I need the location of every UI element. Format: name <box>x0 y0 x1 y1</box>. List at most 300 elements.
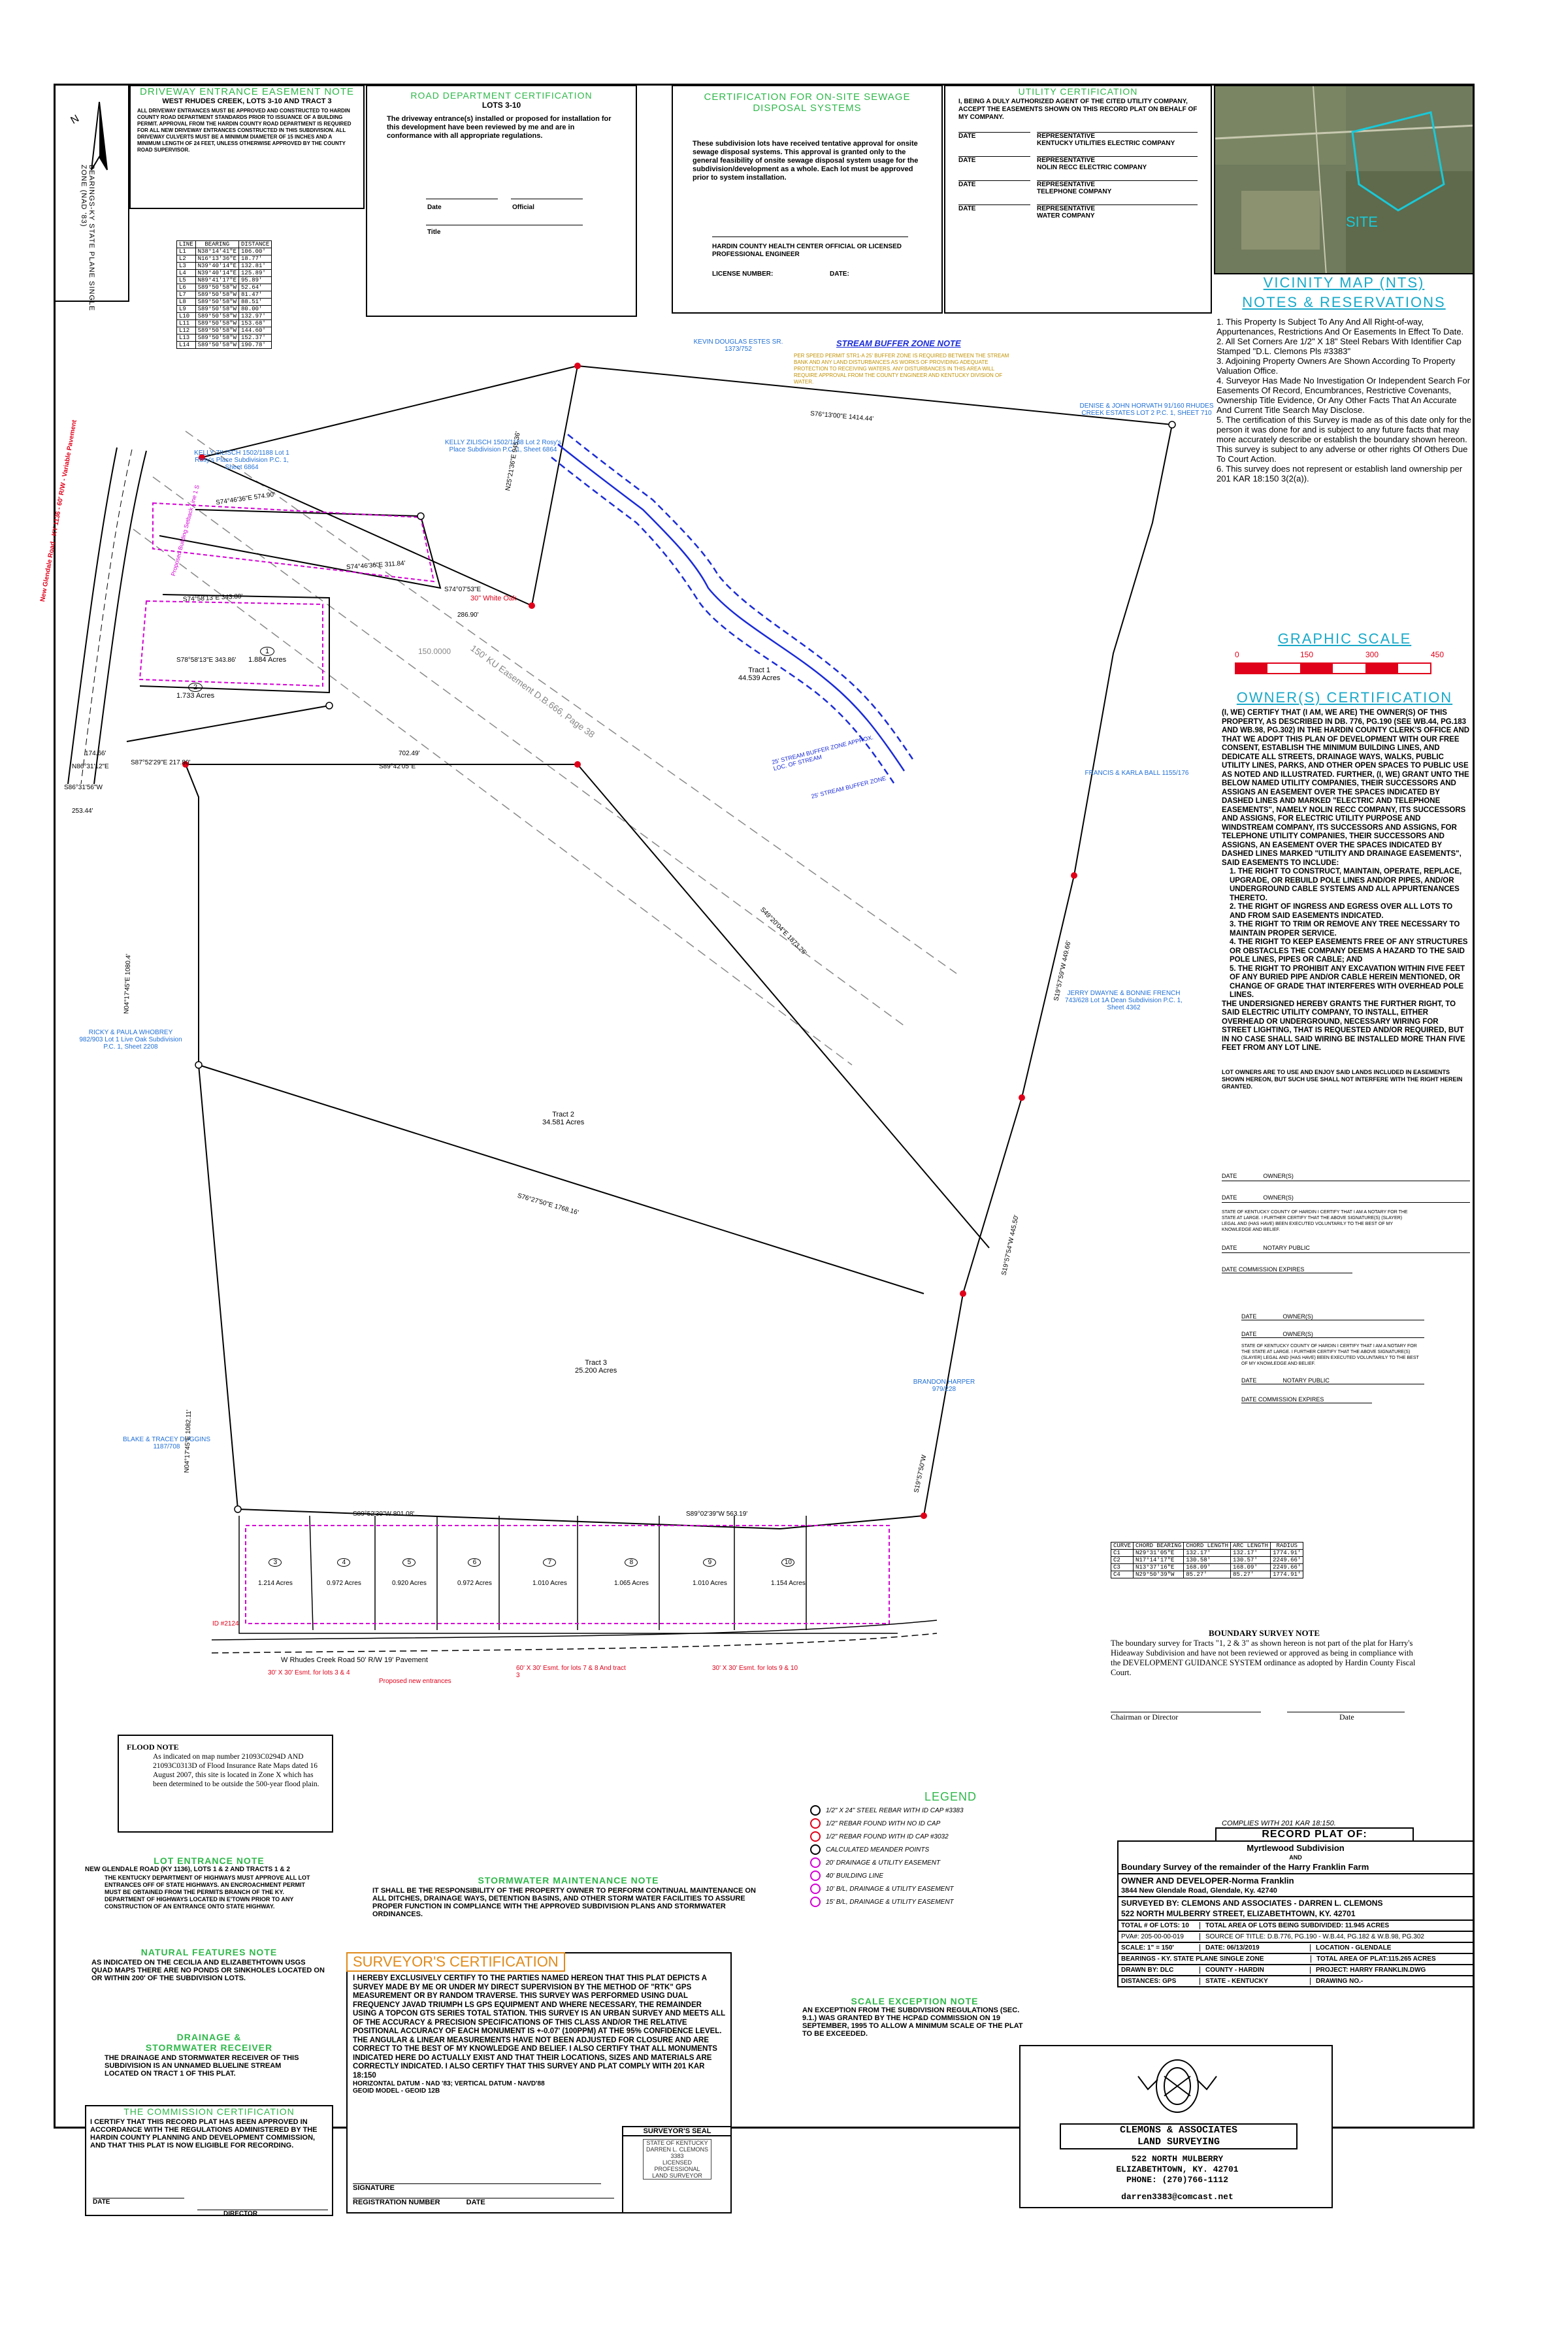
bottom-lot-label <box>258 1558 293 1587</box>
table-cell: L3 <box>177 263 196 270</box>
lot1-label <box>248 647 286 664</box>
notes-list <box>1217 317 1473 483</box>
table-cell: C3 <box>1111 1564 1134 1571</box>
legend-symbol-icon <box>810 1831 821 1842</box>
natural-title: NATURAL FEATURES NOTE <box>140 1947 278 1957</box>
complies-note: COMPLIES WITH 201 KAR 18:150. <box>1222 1820 1336 1827</box>
table-cell: N17°14'17"E <box>1134 1557 1184 1564</box>
owner-notary-label[interactable]: NOTARY PUBLIC <box>1263 1245 1310 1251</box>
boundary-lines <box>127 366 1172 1529</box>
tract3-label <box>575 1359 617 1375</box>
firm-name-1: CLEMONS & ASSOCIATES <box>1119 2125 1238 2136</box>
new-glendale-label: New Glendale Road - KY 1136 - 60' R/W - Variable Pavement <box>39 419 78 602</box>
found-corner-markers <box>182 363 1077 1519</box>
bearing-w2: S86°31'56"W <box>64 784 103 791</box>
owner-right-item: 3. THE RIGHT TO TRIM OR REMOVE ANY TREE NECESSARY TO MAINTAIN PROPER SERVICE. <box>1230 921 1460 938</box>
bearing-left-2: N04°17'45"E 1082.11' <box>183 1409 193 1473</box>
legend-label: 10' B/L, DRAINAGE & UTILITY EASEMENT <box>826 1885 954 1893</box>
bearing-tract2: S76°27'50"E 1768.16' <box>516 1192 580 1217</box>
table-cell: S89°50'58"W <box>195 284 238 291</box>
legend-item <box>810 1817 1091 1830</box>
surveyor-datum-2: GEOID MODEL - GEOID 12B <box>353 2087 440 2095</box>
dist-mid: 702.49' <box>399 750 420 757</box>
bottom-lot-label <box>327 1558 361 1587</box>
lot-number: 4 <box>337 1558 350 1567</box>
seal-line: PROFESSIONAL <box>654 2166 700 2172</box>
lot-entrance-body: THE KENTUCKY DEPARTMENT OF HIGHWAYS MUST APPROVE ALL LOT ENTRANCES OFF OF STATE HIGHWAYS. AN ENCROACHMENT PERMIT MUST BE OBTAINED FROM THE PERMITS BRANCH OF THE KY. DEPARTMENT OF HIGHWAYS LOCATED IN E'TOWN PRIOR TO ANY CONSTRUCTION OF AN ENTRANCE ONTO STATE HIGHWAY. <box>105 1874 310 1910</box>
road-official-line[interactable] <box>511 191 583 199</box>
owner-cert-further: THE UNDERSIGNED HEREBY GRANTS THE FURTHER RIGHT, TO SAID ELECTRIC UTILITY COMPANY, TO INSTALL, EITHER OVERHEAD OR UNDERGROUND, NECESSARY WIRING FOR STREET LIGHTING, THAT IS REQUESTED AND/OR REQUIRED, BUT IN NO CASE SHALL SAID WIRING BE INSTALLED MORE THAN FIVE FEET FROM ANY LOT LINE. <box>1222 1000 1465 1052</box>
table-cell: N29°50'39"W <box>1134 1571 1184 1578</box>
utility-company: WATER COMPANY <box>1037 212 1095 220</box>
road-dept-subtitle: LOTS 3-10 <box>482 101 521 110</box>
legend-label: 1/2" REBAR FOUND WITH NO ID CAP <box>826 1820 941 1827</box>
stormwater-note <box>366 1875 771 1919</box>
legend <box>810 1790 1091 1908</box>
table-cell: N16°13'36"E <box>195 255 238 263</box>
driveway-note-subtitle: WEST RHUDES CREEK, LOTS 3-10 AND TRACT 3 <box>162 97 332 105</box>
legend-symbol-icon <box>810 1844 821 1855</box>
table-cell: 85.27' <box>1184 1571 1231 1578</box>
surveyed-by: SURVEYED BY: CLEMONS AND ASSOCIATES - DARREN L. CLEMONS <box>1121 1899 1383 1908</box>
note-item: 6. This survey does not represent or establish land ownership per 201 KAR 18:150 3(2(a)). <box>1217 464 1463 483</box>
seal-line: STATE OF KENTUCKY <box>646 2140 708 2146</box>
legend-item <box>810 1895 1091 1908</box>
commission-title: THE COMMISSION CERTIFICATION <box>123 2106 295 2117</box>
legend-label: 20' DRAINAGE & UTILITY EASEMENT <box>826 1859 941 1867</box>
utility-date[interactable]: DATE <box>958 156 1030 171</box>
drainage-title: DRAINAGE & STORMWATER RECEIVER <box>145 2032 273 2053</box>
table-cell: L14 <box>177 342 196 349</box>
table-cell: L12 <box>177 327 196 335</box>
dist-l3: 286.90' <box>457 612 479 619</box>
driveway-note-body: ALL DRIVEWAY ENTRANCES MUST BE APPROVED AND CONSTRUCTED TO HARDIN COUNTY ROAD DEPARTMENT STANDARDS PRIOR TO ISSUANCE OF A BUILDING PERMIT. APPROVAL FROM THE HARDIN COUNTY ROAD DEPARTMENT IS REQUIRED FOR ALL NEW DRIVEWAY ENTRANCES CONSTRUCTED IN THIS SUBDIVISION. ALL DRIVEWAY CULVERTS MUST BE A MINIMUM DIAMETER OF 15 INCHES AND A MINIMUM LENGTH OF 24 FEET, UNLESS OTHERWISE APPROVED BY THE COUNTY ROAD SUPERVISOR. <box>137 108 351 153</box>
table-cell: S89°50'58"W <box>195 313 238 320</box>
tract1-name: Tract 1 <box>748 666 771 674</box>
lot-number: 8 <box>625 1558 638 1567</box>
owner2-date: DATE <box>1241 1313 1257 1320</box>
new-glendale-road <box>68 448 146 784</box>
surveyor-reg-line[interactable] <box>353 2198 614 2206</box>
set-corner-markers <box>195 421 1175 1512</box>
north-arrow-panel <box>55 85 129 312</box>
stream <box>551 434 914 784</box>
total-plat-area: TOTAL AREA OF PLAT:115.265 ACRES <box>1316 1955 1436 1963</box>
table-header: BEARING <box>195 241 238 248</box>
seal-line: LAND SURVEYOR <box>652 2172 702 2179</box>
project-file: PROJECT: HARRY FRANKLIN.DWG <box>1316 1967 1426 1974</box>
scale-tick-label: 150 <box>1300 650 1314 659</box>
table-row <box>177 277 272 284</box>
pva: PVA#: 205-00-00-019 <box>1121 1933 1200 1940</box>
stream-buffer-body: PER SPEED PERMIT STR1-A 25' BUFFER ZONE IS REQUIRED BETWEEN THE STREAM BANK AND ANY LAND DISTURBANCES AS WORKS OF PROVIDING ADEQUATE PROTECTION TO RECEIVING WATERS. ANY DISTURBANCES IN THIS AREA WILL REQUIRE APPROVAL FROM THE COUNTY ENGINEER AND KENTUCKY DIVISION OF WATER. <box>794 353 1009 385</box>
legend-symbol-icon <box>810 1857 821 1868</box>
stream-buffer-title: STREAM BUFFER ZONE NOTE <box>836 338 961 348</box>
utility-box <box>944 85 1212 314</box>
utility-rows <box>945 123 1211 220</box>
table-header: RADIUS <box>1271 1543 1303 1550</box>
legend-label: 15' B/L, DRAINAGE & UTILITY EASEMENT <box>826 1898 954 1906</box>
utility-body: I, BEING A DULY AUTHORIZED AGENT OF THE CITED UTILITY COMPANY, ACCEPT THE EASEMENTS SHOWN ON THIS RECORD PLAT ON BEHALF OF MY COMPANY. <box>958 98 1198 121</box>
utility-rep[interactable] <box>1037 156 1198 171</box>
utility-rep[interactable] <box>1037 204 1198 220</box>
surveyor-title: SURVEYOR'S CERTIFICATION <box>346 1952 565 1972</box>
table-cell: L6 <box>177 284 196 291</box>
table-header: DISTANCE <box>239 241 272 248</box>
bearing-bottom-1: S89°52'39"W 801.08' <box>353 1511 415 1518</box>
lot-number: 3 <box>269 1558 282 1567</box>
legend-item <box>810 1869 1091 1882</box>
table-cell: 88.51' <box>239 299 272 306</box>
legend-item <box>810 1856 1091 1869</box>
table-header: CURVE <box>1111 1543 1134 1550</box>
firm-name-plate <box>1060 2123 1298 2149</box>
flood-body: As indicated on map number 21093C0294D AND 21093C0313D of Flood Insurance Rate Maps dated 16 August 2007, this site is located in Zone X which has been determined to be outside the 500-year flood plain. <box>153 1753 319 1788</box>
surveyor-body: I HEREBY EXCLUSIVELY CERTIFY TO THE PARTIES NAMED HEREON THAT THIS PLAT DEPICTS A SURVEY MADE BY ME OR UNDER MY DIRECT SUPERVISION BY THE METHOD OF "RTK" GPS MEASUREMENT OR BY RANDOM TRAVERSE. THIS SURVEY WAS PERFORMED USING DUAL FREQUENCY JAVAD TRIUMPH LS GPS EQUIPMENT AND WHERE NECESSARY, THE REMAINDER USING A TOPCON GTS SERIES TOTAL STATION. THIS SURVEY IS AN URBAN SURVEY AND MEETS ALL OF THE ACCURACY & PRECISION SPECIFICATIONS OF THIS CLASS AND/OR THE RELATIVE POSITIONAL ACCURACY OF EACH MONUMENT IS +-0.07' (100PPM) AT THE 95% CONFIDENCE LEVEL. THE ANGULAR & LINEAR MEASUREMENTS HAVE NOT BEEN ADJUSTED FOR CLOSURE AND ARE CORRECT TO THE BEST OF MY KNOWLEDGE AND BELIEF. I ALSO CERTIFY THAT ALL MONUMENTS INDICATED HERE DO ACTUALLY EXIST AND THAT THEIR LOCATIONS, SIZES AND MATERIALS ARE CORRECTLY INDICATED. I ALSO CERTIFY THAT THIS SURVEY AND PLAT COMPLY WITH 201 KAR 18:150 <box>353 1974 725 2080</box>
bottom-lot-label <box>392 1558 427 1587</box>
firm-phone: PHONE: (270)766-1112 <box>1126 2175 1229 2185</box>
adj-kelly-2: KELLY ZILISCH 1502/1188 Lot 2 Rosy's Place Subdivision P.C. 1, Sheet 6864 <box>444 439 562 453</box>
table-row <box>177 248 272 255</box>
owner-sign-block-2 <box>1241 1313 1424 1403</box>
bearing-right-3: S19°57'50"W <box>913 1454 928 1494</box>
legend-label: 1/2" X 24" STEEL REBAR WITH ID CAP #3383 <box>826 1806 964 1814</box>
table-cell: L1 <box>177 248 196 255</box>
aerial-photo <box>1215 86 1474 274</box>
road-official-label: Official <box>512 204 534 211</box>
legend-symbol-icon <box>810 1870 821 1881</box>
table-row <box>177 270 272 277</box>
lot-entrance-subtitle: NEW GLENDALE ROAD (KY 1136), LOTS 1 & 2 AND TRACTS 1 & 2 <box>85 1866 290 1873</box>
utility-company: KENTUCKY UTILITIES ELECTRIC COMPANY <box>1037 140 1175 147</box>
surveyed-address: 522 NORTH MULBERRY STREET, ELIZABETHTOWN, KY. 42701 <box>1119 1908 1473 1921</box>
legend-item <box>810 1830 1091 1843</box>
bearing-bottom-2: S89°02'39"W 563.19' <box>686 1511 748 1518</box>
bearing-w1: N86°31'12"E <box>72 763 109 770</box>
utility-date[interactable]: DATE <box>958 180 1030 195</box>
tract2-label <box>542 1111 584 1126</box>
table-cell: 2249.66' <box>1271 1557 1303 1564</box>
table-cell: 132.17' <box>1231 1550 1271 1557</box>
road-date-line[interactable] <box>426 191 498 199</box>
bearing-l2: S74°46'36"E 311.84' <box>346 559 406 572</box>
table-cell: S89°50'58"W <box>195 335 238 342</box>
boundary-note-body: The boundary survey for Tracts "1, 2 & 3" as shown hereon is not part of the plat for Harry's Hideaway Subdivision and have not been reviewed or approved as being in compliance with the DEVELOPMENT GUIDANCE SYSTEM ordinance as adopted by Hardin County Fiscal Court. <box>1111 1639 1416 1677</box>
ku-easement-label: 150' KU Easement D.B.666, Page 38 <box>468 642 597 740</box>
lot-number: 7 <box>543 1558 556 1567</box>
table-cell: L4 <box>177 270 196 277</box>
table-cell: C1 <box>1111 1550 1134 1557</box>
graphic-scale-title: GRAPHIC SCALE <box>1277 630 1412 647</box>
utility-date[interactable]: DATE <box>958 132 1030 147</box>
table-cell: 153.68' <box>239 320 272 327</box>
lot2-number: 2 <box>188 683 203 692</box>
building-line-label: Proposed Building Setback Line 1 S <box>170 484 201 577</box>
natural-note <box>85 1947 333 1984</box>
easement-34-label: 30' X 30' Esmt. for lots 3 & 4 <box>268 1669 350 1676</box>
owner-lot-owners: LOT OWNERS ARE TO USE AND ENJOY SAID LANDS INCLUDED IN EASEMENTS SHOWN HEREON, BUT SUCH USE SHALL NOT INTERFERE WITH THE RIGHT HEREIN GRANTED. <box>1222 1068 1463 1090</box>
scale-tick-label: 0 <box>1235 650 1239 659</box>
lot-number: 6 <box>468 1558 481 1567</box>
dist-w2: 253.44' <box>72 808 93 815</box>
stream-zone-label-1: 25' STREAM BUFFER ZONE APPROX. LOC. OF STREAM <box>771 734 874 772</box>
boundary-note <box>1111 1628 1418 1722</box>
note-item: 5. The certification of this Survey is made as of this date only for the person it was done for and is subject to any future facts that may more accurately describe or establish the boundary shown hereon. This survey is subject to any adverse or other rights Of Others Due To Court Action. <box>1217 415 1471 464</box>
table-header: CHORD LENGTH <box>1184 1543 1231 1550</box>
lot1-area: 1.884 Acres <box>248 656 287 664</box>
proposed-entrances-label: Proposed new entrances <box>379 1678 451 1685</box>
lot-number: 9 <box>703 1558 716 1567</box>
scale-tick-label: 300 <box>1365 650 1379 659</box>
legend-label: 1/2" REBAR FOUND WITH ID CAP #3032 <box>826 1833 949 1840</box>
firm-addr-2: ELIZABETHTOWN, KY. 42701 <box>1116 2164 1239 2174</box>
owner-title: OWNER AND DEVELOPER-Norma Franklin <box>1121 1876 1294 1886</box>
table-cell: N39°40'14"E <box>195 270 238 277</box>
legend-symbol-icon <box>810 1897 821 1907</box>
scale-value: SCALE: 1" = 150' <box>1121 1944 1200 1952</box>
subdivision-name: Myrtlewood Subdivision <box>1247 1843 1345 1853</box>
utility-rep-label: REPRESENTATIVE <box>1037 133 1096 140</box>
table-cell: L2 <box>177 255 196 263</box>
adj-kevin: KEVIN DOUGLAS ESTES SR. 1373/752 <box>693 338 783 353</box>
lot-area: 0.972 Acres <box>327 1580 361 1587</box>
table-cell: 80.00' <box>239 306 272 313</box>
table-cell: 106.00' <box>239 248 272 255</box>
owner-cert-title: OWNER(S) CERTIFICATION <box>1236 689 1453 706</box>
stormwater-title: STORMWATER MAINTENANCE NOTE <box>478 1875 659 1886</box>
utility-rep-label: REPRESENTATIVE <box>1037 157 1096 164</box>
table-cell: 144.60' <box>239 327 272 335</box>
table-cell: L10 <box>177 313 196 320</box>
tract1-area: 44.539 Acres <box>738 674 781 682</box>
adj-brandon: BRANDON HARPER 979/228 <box>913 1379 975 1393</box>
table-cell: L9 <box>177 306 196 313</box>
id-label: ID #2124 <box>212 1620 239 1627</box>
table-cell: L7 <box>177 291 196 299</box>
owner-sig-label[interactable]: OWNER(S) <box>1263 1173 1294 1179</box>
plat-date: DATE: 06/13/2019 <box>1205 1944 1311 1952</box>
lot-number: 10 <box>781 1558 794 1567</box>
bottom-lot-label <box>614 1558 649 1587</box>
table-cell: 1774.91' <box>1271 1571 1303 1578</box>
onsite-title: CERTIFICATION FOR ON-SITE SEWAGE DISPOSAL SYSTEMS <box>704 91 911 114</box>
owner-sign-block <box>1222 1173 1470 1273</box>
table-cell: S89°50'58"W <box>195 327 238 335</box>
table-cell: S89°50'58"W <box>195 299 238 306</box>
lot-entrance-note <box>85 1855 333 1912</box>
lot2-label <box>176 683 214 700</box>
bearing-lot-2: S78°58'13"E 343.86' <box>176 657 237 664</box>
owner2-notary-head: STATE OF KENTUCKY COUNTY OF HARDIN I CERTIFY THAT I AM A NOTARY FOR THE STATE AT LARGE. I FURTHER CERTIFY THAT THE ABOVE SIGNATURE(S) (SLAYER) LEGAL AND (HAS HAVE) BEEN EXECUTED VOLUNTARILY TO THE BEST OF MY KNOWLEDGE AND BELIEF. <box>1241 1344 1419 1366</box>
utility-row <box>945 123 1211 147</box>
utility-rep-label: REPRESENTATIVE <box>1037 181 1096 188</box>
commission-director-label: DIRECTOR <box>223 2210 258 2217</box>
commission-box <box>85 2105 333 2216</box>
table-cell: S89°50'58"W <box>195 342 238 349</box>
bearing-l1: S74°46'36"E 574.90' <box>215 491 276 507</box>
table-row <box>177 255 272 263</box>
tract1-label <box>738 666 780 682</box>
owner2-notary[interactable]: NOTARY PUBLIC <box>1282 1377 1330 1384</box>
lot-area: 1.010 Acres <box>532 1580 567 1587</box>
stormwater-body: IT SHALL BE THE RESPONSIBILITY OF THE PROPERTY OWNER TO PERFORM CONTINUAL MAINTENANCE ON ALL DITCHES, DRAINAGE WAYS, DETENTION BASINS, AND OTHER STORM WATER FACILITIES TO ASSURE PROPER FUNCTION IN COMPLIANCE WITH THE APPROVED SUBDIVISION PLANS AND STORMWATER ORDINANCES. <box>372 1887 756 1918</box>
owner2-commission: DATE COMMISSION EXPIRES <box>1241 1384 1372 1403</box>
legend-title: LEGEND <box>924 1790 977 1803</box>
adj-blake: BLAKE & TRACEY DUGGINS 1187/708 <box>122 1436 211 1450</box>
bearing-l3: S74°07'53"E <box>444 586 482 593</box>
utility-company: TELEPHONE COMPANY <box>1037 188 1112 195</box>
utility-date[interactable]: DATE <box>958 204 1030 220</box>
bearing-top-2: N25°21'36"E 945.36' <box>504 431 522 492</box>
utility-rep[interactable] <box>1037 180 1198 195</box>
table-header: CHORD BEARING <box>1134 1543 1184 1550</box>
commission-body: I CERTIFY THAT THIS RECORD PLAT HAS BEEN APPROVED IN ACCORDANCE WITH THE REGULATIONS ADMINISTERED BY THE HARDIN COUNTY PLANNING AND DEVELOPMENT COMMISSION, AND THAT THIS PLAT IS NOW ELIGIBLE FOR RECORDING. <box>90 2118 318 2149</box>
road-dept-box <box>366 85 637 317</box>
svg-text:N: N <box>69 112 82 127</box>
owner2-date-b: DATE <box>1241 1331 1257 1337</box>
owner-right-item: 2. THE RIGHT OF INGRESS AND EGRESS OVER ALL LOTS TO AND FROM SAID EASEMENTS INDICATED. <box>1230 903 1453 920</box>
driveway-note-title: DRIVEWAY ENTRANCE EASEMENT NOTE <box>140 86 354 97</box>
graphic-scale <box>1235 650 1457 683</box>
lot-area: 0.920 Acres <box>392 1580 427 1587</box>
bearing-lot-2b: S87°52'29"E 217.80' <box>131 759 191 766</box>
title-and: AND <box>1289 1854 1302 1861</box>
plat-county: COUNTY - HARDIN <box>1205 1967 1311 1974</box>
notes-title: NOTES & RESERVATIONS <box>1242 294 1446 310</box>
owner-right-item: 1. THE RIGHT TO CONSTRUCT, MAINTAIN, OPERATE, REPLACE, UPGRADE, OR REBUILD POLE LINES AND/OR PIPES, AND/OR UNDERGROUND CABLE SYSTEMS AND ALL APPURTENANCES THERETO. <box>1230 868 1462 902</box>
bearing-top-1: S76°13'00"E 1414.44' <box>809 410 874 423</box>
title-block <box>1117 1820 1474 1987</box>
legend-symbol-icon <box>810 1805 821 1816</box>
utility-row <box>945 195 1211 220</box>
legend-symbol-icon <box>810 1884 821 1894</box>
table-cell: 18.77' <box>239 255 272 263</box>
owner-cert-block <box>1222 709 1470 1090</box>
commission-director-line[interactable] <box>197 2202 328 2217</box>
bearing-mid: S89°42'05"E <box>379 763 416 770</box>
tract2-area: 34.581 Acres <box>542 1119 585 1126</box>
driveway-note-box <box>129 85 365 209</box>
note-item: 2. All Set Corners Are 1/2" X 18" Steel Rebars With Identifier Cap Stamped "D.L. Clemons Pls #3383" <box>1217 336 1462 356</box>
plat-state: STATE - KENTUCKY <box>1205 1978 1311 1985</box>
bottom-lot-label <box>532 1558 567 1587</box>
note-item: 1. This Property Is Subject To Any And All Right-of-way, Appurtenances, Restrictions And Or Easements In Effect To Date. <box>1217 317 1464 336</box>
onsite-sig-line[interactable] <box>712 229 908 237</box>
plat-location: LOCATION - GLENDALE <box>1316 1944 1392 1952</box>
table-cell: N39°40'14"E <box>195 263 238 270</box>
scale-bar <box>1235 662 1457 676</box>
table-cell: 132.97' <box>239 313 272 320</box>
table-header: ARC LENGTH <box>1231 1543 1271 1550</box>
commission-date-label: DATE <box>93 2198 110 2206</box>
tract3-name: Tract 3 <box>585 1359 608 1367</box>
vicinity-map <box>1214 85 1474 274</box>
boundary-note-title: BOUNDARY SURVEY NOTE <box>1208 1628 1320 1638</box>
seal-line: LICENSED <box>662 2159 692 2166</box>
surveyor-signature-label: SIGNATURE <box>353 2184 395 2192</box>
adj-francis: FRANCIS & KARLA BALL 1155/176 <box>1085 770 1189 777</box>
table-cell: N13°37'16"E <box>1134 1564 1184 1571</box>
table-cell: 152.37' <box>239 335 272 342</box>
table-cell: L5 <box>177 277 196 284</box>
seal-stamp <box>643 2139 711 2180</box>
easement-910-label: 30' X 30' Esmt. for lots 9 & 10 <box>712 1665 798 1672</box>
lot-entrance-title: LOT ENTRANCE NOTE <box>154 1855 265 1866</box>
utility-title: UTILITY CERTIFICATION <box>1018 86 1138 97</box>
table-cell: 81.47' <box>239 291 272 299</box>
firm-block <box>1019 2045 1333 2208</box>
plat-drawing <box>55 314 1213 1686</box>
road-dept-body: The driveway entrance(s) installed or proposed for installation for this development have been reviewed by me and are in conformance with all appropriate regulations. <box>387 115 612 140</box>
bottom-lot-label <box>457 1558 492 1587</box>
road-label: W Rhudes Creek Road 50' R/W 19' Pavement <box>281 1656 428 1664</box>
vicinity-title: VICINITY MAP (NTS) <box>1263 274 1425 291</box>
vicinity-site-label: SITE <box>1346 214 1378 230</box>
lot-number: 5 <box>402 1558 416 1567</box>
owner2-sig[interactable]: OWNER(S) <box>1282 1313 1313 1320</box>
adj-jerry: JERRY DWAYNE & BONNIE FRENCH 743/628 Lot 1A Dean Subdivision P.C. 1, Sheet 4362 <box>1065 990 1183 1011</box>
owner-notary-head: STATE OF KENTUCKY COUNTY OF HARDIN I CERTIFY THAT I AM A NOTARY FOR THE STATE AT LARGE. I FURTHER CERTIFY THAT THE ABOVE SIGNATURE(S) (SLAYER) LEGAL AND (HAS HAVE) BEEN EXECUTED VOLUNTARILY TO THE BEST OF MY KNOWLEDGE AND BELIEF. <box>1222 1210 1408 1232</box>
scale-tick-label: 450 <box>1431 650 1445 659</box>
table-cell: L11 <box>177 320 196 327</box>
table-row <box>177 299 272 306</box>
adj-ricky: RICKY & PAULA WHOBREY 982/903 Lot 1 Live Oak Subdivision P.C. 1, Sheet 2208 <box>79 1029 182 1051</box>
owner-right-item: 4. THE RIGHT TO KEEP EASEMENTS FREE OF ANY STRUCTURES OR OBSTACLES THE COMPANY DEEMS A HAZARD TO THE SAID POLE LINES, PIPES OR CABLE; AND <box>1230 938 1468 964</box>
utility-rep[interactable] <box>1037 132 1198 147</box>
commission-date-line[interactable] <box>93 2190 184 2206</box>
legend-label: CALCULATED MEANDER POINTS <box>826 1846 930 1854</box>
legend-item <box>810 1882 1091 1895</box>
legend-item <box>810 1843 1091 1856</box>
table-cell: C4 <box>1111 1571 1134 1578</box>
owner-address: 3844 New Glendale Road, Glendale, Ky. 42740 <box>1119 1886 1473 1897</box>
lot-area: 1.214 Acres <box>258 1580 293 1587</box>
drainage-note <box>85 2032 333 2079</box>
white-oak-label: 30" White Oak <box>470 595 517 602</box>
table-cell: S89°50'58"W <box>195 320 238 327</box>
owner2-sig-b[interactable]: OWNER(S) <box>1282 1331 1313 1337</box>
table-row <box>177 306 272 313</box>
ku-width-label: 150.0000 <box>418 647 451 656</box>
owner-sig-label-2[interactable]: OWNER(S) <box>1263 1194 1294 1201</box>
surveyor-signature-line[interactable] <box>353 2176 601 2192</box>
firm-email[interactable]: darren3383@comcast.net <box>1121 2192 1233 2202</box>
table-row <box>177 284 272 291</box>
boundary-chair-label: Chairman or Director <box>1111 1712 1179 1722</box>
table-cell: 125.89' <box>239 270 272 277</box>
stream-zone-label-2: 25' STREAM BUFFER ZONE <box>810 774 887 800</box>
total-lots: TOTAL # OF LOTS: 10 <box>1121 1922 1200 1929</box>
bottom-lot-label <box>771 1558 806 1587</box>
dist-w1: 174.66' <box>85 750 106 757</box>
table-cell: 130.57' <box>1231 1557 1271 1564</box>
onsite-license-label: LICENSE NUMBER: <box>712 270 774 278</box>
owner-cert-body: (I, WE) CERTIFY THAT (I AM, WE ARE) THE OWNER(S) OF THIS PROPERTY, AS DESCRIBED IN DB. 776, PG.190 (SEE WB.44, PG.183 AND WB.98, PG.302) IN THE HARDIN COUNTY CLERK'S OFFICE AND THAT WE ADOPT THIS PLAN OF DEVELOPMENT WITH OUR FREE CONSENT, ESTABLISH THE MINIMUM BUILDING LINES, AND DEDICATE ALL STREETS, DRAINAGE WAYS, WALKS, PUBLIC UTILITY LINES, PARKS, AND OTHER OPEN SPACES TO PUBLIC USE AS NOTED AND ILLUSTRATED. FURTHER, (I, WE) GRANT UNTO THE BELOW NAMED UTILITY COMPANIES, THEIR SUCCESSORS AND ASSIGNS AN EASEMENT OVER THE SPACES INDICATED BY DASHED LINES AND MARKED "ELECTRIC AND TELEPHONE EASEMENTS", NAMELY NOLIN RECC COMPANY, ITS SUCCESSORS AND ASSIGNS, FOR ELECTRIC UTILITY PURPOSE AND WINDSTREAM COMPANY, ITS SUCCESSORS AND ASSIGNS, FOR TELEPHONE UTILITY COMPANIES, THEIR SUCCESSORS AND ASSIGNS, AN EASEMENT OVER THE SPACES INDICATED BY DASHED LINES MARKED "UTILITY AND DRAINAGE EASEMENTS", SAID EASEMENTS TO INCLUDE: <box>1222 709 1470 867</box>
drawn-by: DRAWN BY: DLC <box>1121 1967 1200 1974</box>
table-row <box>177 291 272 299</box>
legend-symbol-icon <box>810 1818 821 1829</box>
owner2-notary-date: DATE <box>1241 1377 1257 1384</box>
table-cell: 130.58' <box>1184 1557 1231 1564</box>
table-cell: 168.09' <box>1184 1564 1231 1571</box>
road-date-label: Date <box>427 204 442 211</box>
table-cell: N29°31'05"E <box>1134 1550 1184 1557</box>
easement-78-label: 60' X 30' Esmt. for lots 7 & 8 And tract 3 <box>516 1665 626 1679</box>
road-title-line[interactable] <box>426 217 583 225</box>
adj-kelly-1: KELLY ZILISCH 1502/1188 Lot 1 Rosy's Place Subdivision P.C. 1, Sheet 6864 <box>194 449 289 471</box>
utility-rep-label: REPRESENTATIVE <box>1037 205 1096 212</box>
surveyor-date-label: DATE <box>466 2198 485 2206</box>
